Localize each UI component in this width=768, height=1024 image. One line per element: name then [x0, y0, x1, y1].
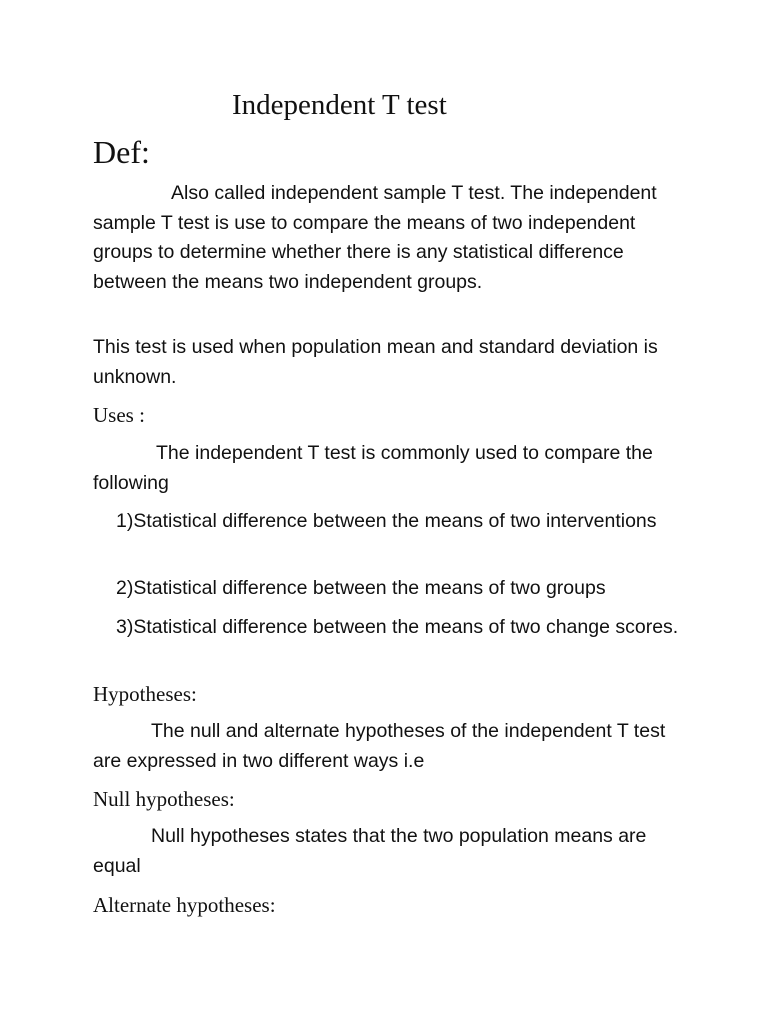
uses-list-item-1: 1)Statistical difference between the means of two interventions [116, 510, 657, 532]
definition-note-paragraph: This test is used when population mean and standard deviation is unknown. [93, 336, 658, 388]
alternate-hypotheses-heading: Alternate hypotheses: [93, 893, 276, 917]
hypotheses-heading: Hypotheses: [93, 682, 197, 706]
uses-heading: Uses : [93, 403, 145, 427]
uses-list-item-3: 3)Statistical difference between the means of two change scores. [116, 616, 679, 638]
null-hypotheses-paragraph: Null hypotheses states that the two population means are equal [93, 825, 647, 877]
uses-intro-paragraph: The independent T test is commonly used to compare the following [93, 442, 653, 494]
page-title: Independent T test [232, 89, 447, 121]
hypotheses-paragraph: The null and alternate hypotheses of the independent T test are expressed in two different ways i.e [93, 720, 666, 772]
null-hypotheses-heading: Null hypotheses: [93, 787, 235, 811]
definition-paragraph: Also called independent sample T test. The independent sample T test is use to compare the means of two independent groups to determine whether there is any statistical difference between the means two independent groups. [93, 182, 657, 293]
definition-heading: Def: [93, 134, 150, 170]
uses-list-item-2: 2)Statistical difference between the means of two groups [116, 577, 606, 599]
